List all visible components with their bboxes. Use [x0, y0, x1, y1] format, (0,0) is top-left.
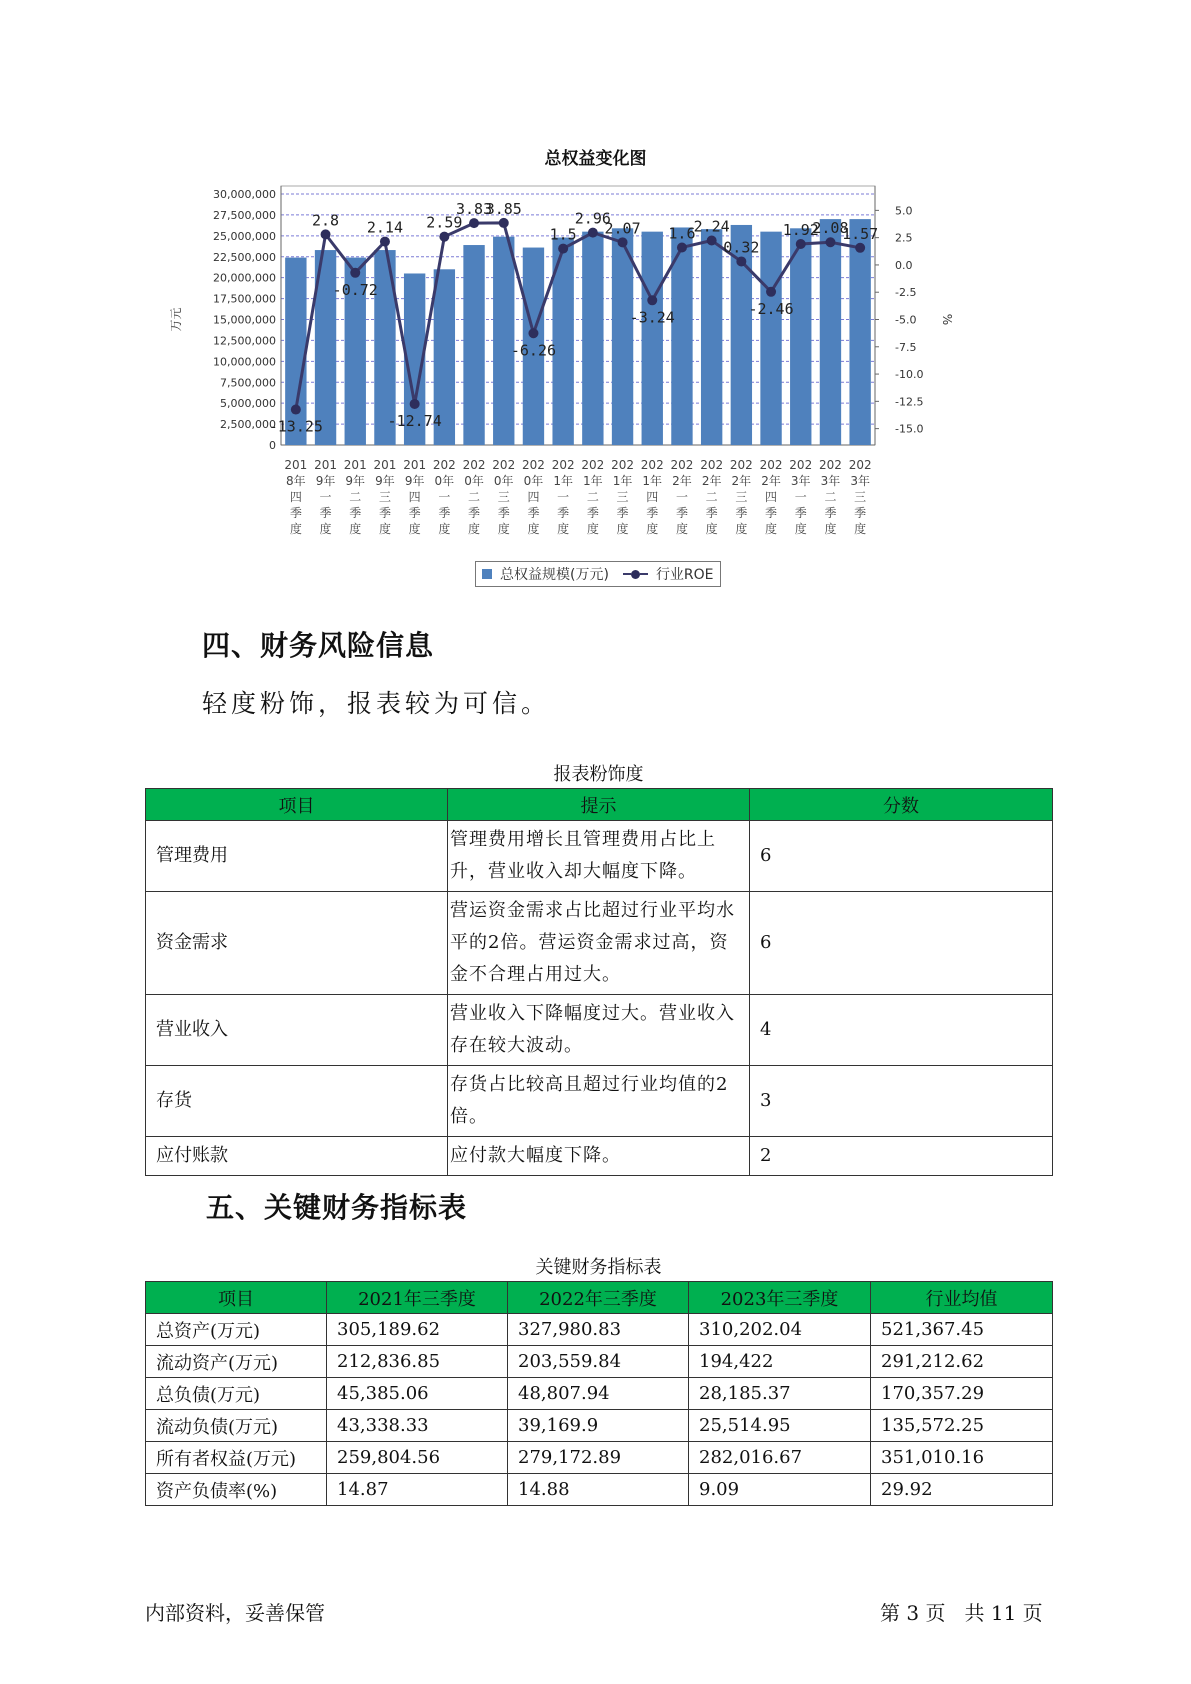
roe-point [321, 229, 331, 239]
kpi-table-cell: 194,422 [689, 1346, 871, 1378]
kpi-table-cell: 所有者权益(万元) [146, 1442, 327, 1474]
risk-summary: 轻度粉饰，报表较为可信。 [202, 689, 551, 718]
kpi-table-cell: 25,514.95 [689, 1410, 871, 1442]
roe-data-label: 1.92 [782, 220, 819, 239]
kpi-table-cell: 279,172.89 [508, 1442, 689, 1474]
roe-point [558, 244, 568, 254]
chart-legend [475, 561, 721, 587]
risk-table-cell: 2 [750, 1137, 1053, 1176]
y-right-tick-label: -7.5 [895, 340, 917, 354]
y-left-tick-label: 30,000,000 [213, 188, 276, 201]
kpi-table-row [146, 1442, 1053, 1474]
legend-bar-swatch [482, 569, 492, 579]
risk-table-cell: 4 [750, 995, 1053, 1066]
roe-data-label: 2.59 [426, 213, 463, 232]
kpi-table-row [146, 1410, 1053, 1442]
legend-bar-label: 总权益规模(万元) [500, 567, 609, 583]
roe-data-label: 0.32 [723, 238, 760, 257]
roe-point [469, 218, 479, 228]
kpi-table-cell: 43,338.33 [327, 1410, 508, 1442]
equity-bar [463, 245, 484, 445]
y-left-tick-label: 20,000,000 [213, 271, 276, 285]
kpi-table-cell: 28,185.37 [689, 1378, 871, 1410]
x-tick-label: 201 8年四季度 [284, 458, 308, 536]
equity-bar [612, 228, 633, 445]
kpi-table-cell: 212,836.85 [327, 1346, 508, 1378]
kpi-table-cell: 总负债(万元) [146, 1378, 327, 1410]
risk-table-header-cell: 提示 [448, 789, 750, 821]
y-right-tick-label: 5.0 [895, 204, 913, 218]
footer-confidential: 内部资料，妥善保管 [145, 1601, 325, 1625]
kpi-table-cell: 203,559.84 [508, 1346, 689, 1378]
section5-heading: 五、关键财务指标表 [206, 1191, 468, 1224]
kpi-table-cell: 资产负债率(%) [146, 1474, 327, 1506]
equity-bar [701, 229, 722, 445]
roe-point [766, 287, 776, 297]
kpi-table-cell: 170,357.29 [871, 1378, 1053, 1410]
y-right-tick-label: -5.0 [895, 313, 917, 327]
x-tick-label: 202 2年三季度 [729, 458, 753, 536]
roe-point [499, 218, 509, 228]
equity-bar [582, 232, 603, 445]
risk-table-cell: 应付账款 [146, 1137, 448, 1176]
y-right-tick-label: -15.0 [895, 422, 924, 436]
roe-data-label: -12.74 [387, 411, 442, 430]
kpi-table-cell: 29.92 [871, 1474, 1053, 1506]
roe-data-label: -3.24 [629, 308, 675, 327]
risk-table-cell: 3 [750, 1066, 1053, 1137]
kpi-table-header-cell: 2021年三季度 [327, 1282, 508, 1314]
roe-data-label: 2.96 [574, 209, 611, 228]
kpi-table-row [146, 1378, 1053, 1410]
risk-table-caption: 报表粉饰度 [553, 764, 644, 785]
kpi-table [145, 1281, 1053, 1506]
y-left-tick-label: 2,500,000 [220, 418, 276, 432]
roe-data-label: 2.07 [604, 219, 641, 238]
footer-page-number: 第 3 页 共 11 页 [880, 1601, 1043, 1625]
risk-table-row [146, 892, 1053, 995]
x-tick-label: 201 9年一季度 [314, 458, 338, 536]
y-right-tick-label: 0.0 [895, 258, 913, 272]
risk-table-row [146, 821, 1053, 892]
roe-point [677, 242, 687, 252]
chart-title: 总权益变化图 [544, 149, 647, 169]
y-left-tick-label: 0 [269, 439, 276, 452]
risk-table-cell: 6 [750, 821, 1053, 892]
risk-table-cell: 营业收入下降幅度过大。营业收入存在较大波动。 [448, 995, 750, 1066]
y-right-tick-label: 2.5 [895, 231, 913, 245]
roe-point [439, 232, 449, 242]
risk-table-row [146, 995, 1053, 1066]
x-tick-label: 202 1年三季度 [611, 458, 635, 536]
kpi-table-cell: 14.87 [327, 1474, 508, 1506]
equity-bar [820, 219, 841, 445]
x-tick-label: 202 3年三季度 [848, 458, 872, 536]
risk-table-header [146, 789, 1053, 821]
roe-point [410, 399, 420, 409]
legend-line-label: 行业ROE [655, 567, 714, 583]
y-right-tick-label: -10.0 [895, 368, 924, 382]
kpi-table-cell: 310,202.04 [689, 1314, 871, 1346]
kpi-table-cell: 305,189.62 [327, 1314, 508, 1346]
kpi-table-cell: 总资产(万元) [146, 1314, 327, 1346]
roe-data-label: 2.08 [812, 219, 849, 238]
kpi-table-cell: 39,169.9 [508, 1410, 689, 1442]
roe-point [855, 243, 865, 253]
y-left-tick-label: 25,000,000 [213, 229, 276, 243]
risk-table-header-cell: 分数 [750, 789, 1053, 821]
roe-data-label: 2.14 [366, 218, 404, 237]
y-left-tick-label: 17,500,000 [213, 292, 276, 306]
x-tick-label: 202 3年二季度 [818, 458, 842, 536]
kpi-table-cell: 291,212.62 [871, 1346, 1053, 1378]
y-left-tick-label: 22,500,000 [213, 250, 276, 264]
kpi-table-cell: 135,572.25 [871, 1410, 1053, 1442]
y-right-tick-label: -2.5 [895, 286, 917, 300]
x-tick-label: 202 1年四季度 [640, 458, 664, 536]
y-left-tick-label: 27,500,000 [213, 208, 276, 222]
risk-table-row [146, 1137, 1053, 1176]
x-tick-label: 202 0年三季度 [492, 458, 516, 536]
kpi-table-cell: 521,367.45 [871, 1314, 1053, 1346]
roe-data-label: 1.57 [842, 224, 879, 243]
risk-table [145, 788, 1053, 1176]
kpi-table-header-cell: 2023年三季度 [689, 1282, 871, 1314]
y-right-axis-title: % [940, 313, 954, 326]
x-tick-label: 202 2年二季度 [700, 458, 724, 536]
risk-table-cell: 营运资金需求占比超过行业平均水平的2倍。营运资金需求过高，资金不合理占用过大。 [448, 892, 750, 995]
y-left-tick-label: 15,000,000 [213, 313, 276, 327]
roe-data-label: 3.83 [455, 200, 493, 219]
roe-data-label: 2.8 [312, 211, 340, 230]
risk-table-cell: 6 [750, 892, 1053, 995]
risk-table-cell: 存货占比较高且超过行业均值的2倍。 [448, 1066, 750, 1137]
equity-bar [642, 232, 663, 445]
risk-table-cell: 存货 [146, 1066, 448, 1137]
section4-heading: 四、财务风险信息 [202, 629, 435, 662]
roe-data-label: 1.5 [549, 225, 577, 244]
equity-roe-chart [170, 180, 1020, 550]
roe-data-label: 2.24 [693, 217, 730, 236]
roe-data-label: -13.25 [268, 417, 323, 436]
kpi-table-header-cell: 行业均值 [871, 1282, 1053, 1314]
x-tick-label: 202 1年二季度 [581, 458, 605, 536]
x-tick-label: 202 1年一季度 [551, 458, 575, 536]
roe-data-label: -6.26 [510, 341, 557, 360]
roe-point [528, 328, 538, 338]
x-tick-label: 202 2年四季度 [759, 458, 783, 536]
equity-bar [849, 219, 870, 445]
roe-point [647, 295, 657, 305]
roe-point [707, 235, 717, 245]
x-tick-label: 202 3年一季度 [789, 458, 813, 536]
roe-point [350, 268, 360, 278]
kpi-table-row [146, 1474, 1053, 1506]
roe-point [618, 237, 628, 247]
y-left-tick-label: 7,500,000 [220, 376, 276, 390]
kpi-table-cell: 14.88 [508, 1474, 689, 1506]
kpi-table-cell: 259,804.56 [327, 1442, 508, 1474]
kpi-table-cell: 282,016.67 [689, 1442, 871, 1474]
kpi-table-cell: 流动资产(万元) [146, 1346, 327, 1378]
roe-point [825, 237, 835, 247]
roe-point [796, 239, 806, 249]
roe-data-label: 3.85 [485, 199, 522, 218]
kpi-table-cell: 48,807.94 [508, 1378, 689, 1410]
risk-table-header-cell: 项目 [146, 789, 448, 821]
kpi-table-cell: 流动负债(万元) [146, 1410, 327, 1442]
kpi-table-caption: 关键财务指标表 [535, 1257, 662, 1278]
x-tick-label: 201 9年二季度 [343, 458, 367, 536]
legend-line-swatch [623, 570, 648, 579]
risk-table-cell: 资金需求 [146, 892, 448, 995]
kpi-table-cell: 327,980.83 [508, 1314, 689, 1346]
risk-table-cell: 管理费用增长且管理费用占比上升，营业收入却大幅度下降。 [448, 821, 750, 892]
roe-point [588, 228, 598, 238]
roe-data-label: 1.6 [668, 224, 696, 243]
kpi-table-cell: 351,010.16 [871, 1442, 1053, 1474]
roe-data-label: -2.46 [748, 299, 794, 318]
roe-point [291, 405, 301, 415]
kpi-table-cell: 9.09 [689, 1474, 871, 1506]
risk-table-cell: 营业收入 [146, 995, 448, 1066]
kpi-table-row [146, 1346, 1053, 1378]
y-left-tick-label: 10,000,000 [213, 355, 276, 369]
x-tick-label: 201 9年三季度 [373, 458, 397, 536]
risk-table-row [146, 1066, 1053, 1137]
x-tick-label: 201 9年四季度 [403, 458, 427, 536]
risk-table-cell: 应付款大幅度下降。 [448, 1137, 750, 1176]
y-left-tick-label: 12,500,000 [213, 334, 276, 348]
y-right-tick-label: -12.5 [895, 395, 924, 409]
kpi-table-header-cell: 2022年三季度 [508, 1282, 689, 1314]
x-tick-label: 202 0年四季度 [521, 458, 545, 536]
roe-data-label: -0.72 [332, 280, 378, 299]
x-tick-label: 202 2年一季度 [670, 458, 694, 536]
roe-point [380, 237, 390, 247]
kpi-table-header [146, 1282, 1053, 1314]
equity-bar [760, 232, 781, 445]
roe-point [736, 256, 746, 266]
kpi-table-header-cell: 项目 [146, 1282, 327, 1314]
x-tick-label: 202 0年二季度 [462, 458, 486, 536]
equity-bar [790, 228, 811, 445]
y-left-tick-label: 5,000,000 [220, 397, 276, 411]
y-left-axis-title: 万元 [169, 307, 183, 332]
risk-table-cell: 管理费用 [146, 821, 448, 892]
kpi-table-row [146, 1314, 1053, 1346]
kpi-table-cell: 45,385.06 [327, 1378, 508, 1410]
x-tick-label: 202 0年一季度 [432, 458, 456, 536]
